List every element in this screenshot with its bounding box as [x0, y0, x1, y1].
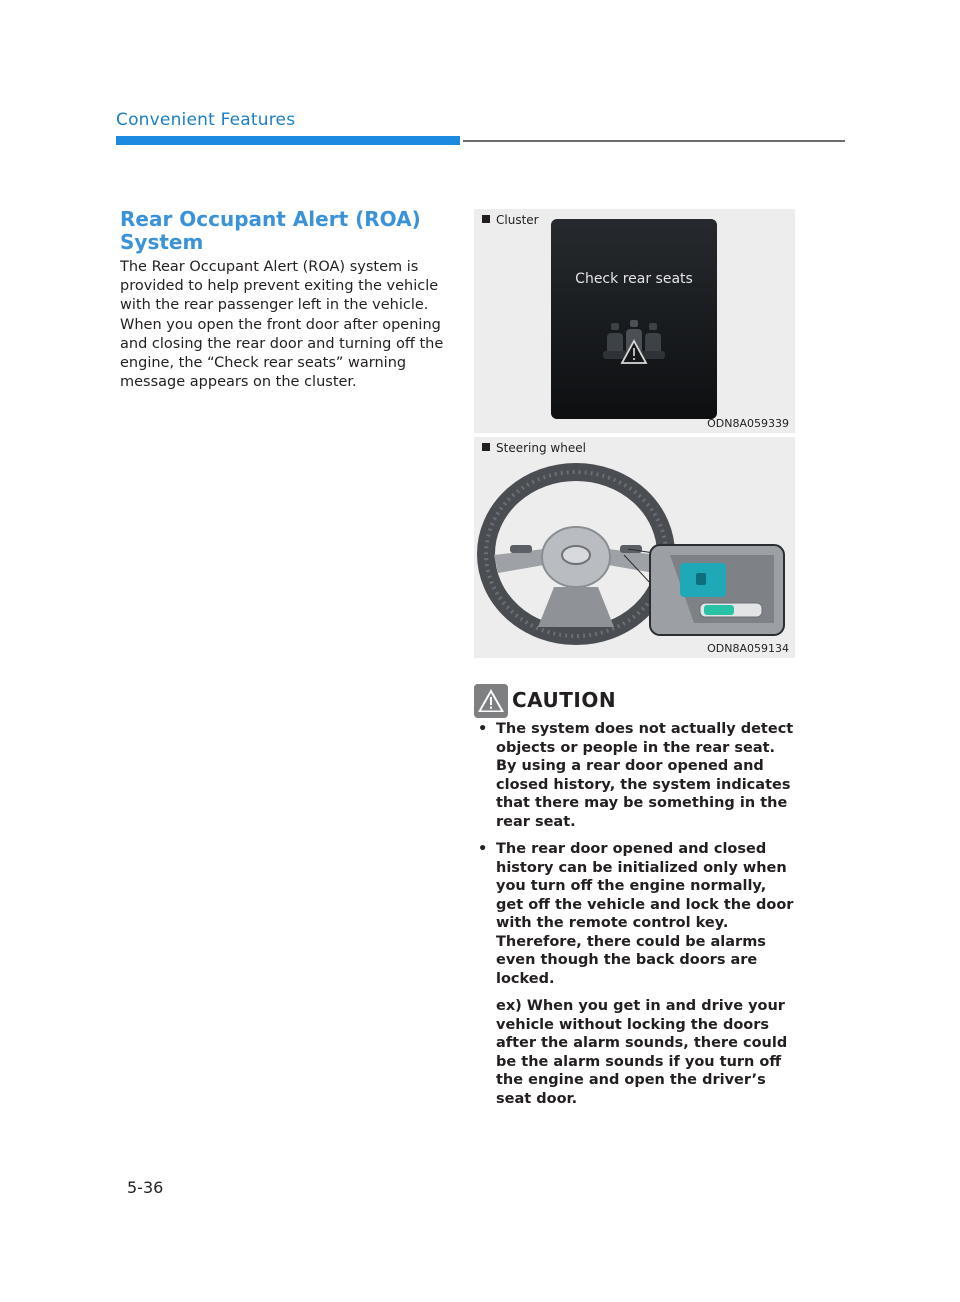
cluster-message: Check rear seats [575, 271, 693, 287]
caution-item-text: The system does not actually detect objects or people in the rear seat. By using a rear door opened and closed history, the system indicates that there may be something in the rear seat. [496, 721, 794, 830]
square-bullet-icon [482, 215, 490, 223]
caution-list [476, 720, 796, 1117]
figure-code: ODN8A059134 [707, 642, 789, 655]
figure-steering-wheel [474, 437, 795, 658]
rear-seats-warning-icon [599, 319, 669, 367]
caution-item [476, 840, 796, 1108]
figure-label-text: Cluster [496, 213, 539, 227]
bullet-icon: • [478, 841, 488, 857]
caution-title: CAUTION [512, 688, 617, 712]
steering-wheel-illustration [474, 437, 795, 658]
header-rule-blue [116, 136, 460, 145]
article-heading: Rear Occupant Alert (ROA) System [120, 207, 421, 254]
article-body: The Rear Occupant Alert (ROA) system is provided to help prevent exiting the vehicle with the rear passenger left in the vehicle. When you open the front door after opening and closing the rear door and turning off the engine, the “Check rear seats” warning message appears on the cluster. [120, 259, 444, 391]
figure-label-text: Steering wheel [496, 441, 586, 455]
caution-example-text: ex) When you get in and drive your vehicle without locking the doors after the alarm sounds, there could be the alarm sounds if you turn off the engine and open the driver’s seat door. [496, 998, 788, 1107]
caution-item [476, 720, 796, 831]
section-title: Convenient Features [116, 110, 296, 130]
figure-cluster [474, 209, 795, 433]
bullet-icon: • [478, 721, 488, 737]
figure-code: ODN8A059339 [707, 417, 789, 430]
warning-triangle-icon [474, 684, 508, 718]
caution-item-text: The rear door opened and closed history can be initialized only when you turn off the engine normally, get off the vehicle and lock the door with the remote control key. Therefore, there could be alarms even though the back doors are locked. [496, 841, 794, 987]
figure-label [482, 213, 539, 227]
hyundai-logo-icon [562, 546, 590, 564]
page-number: 5-36 [127, 1178, 164, 1197]
cluster-screen [551, 219, 717, 419]
header-rule-gray [463, 140, 845, 142]
